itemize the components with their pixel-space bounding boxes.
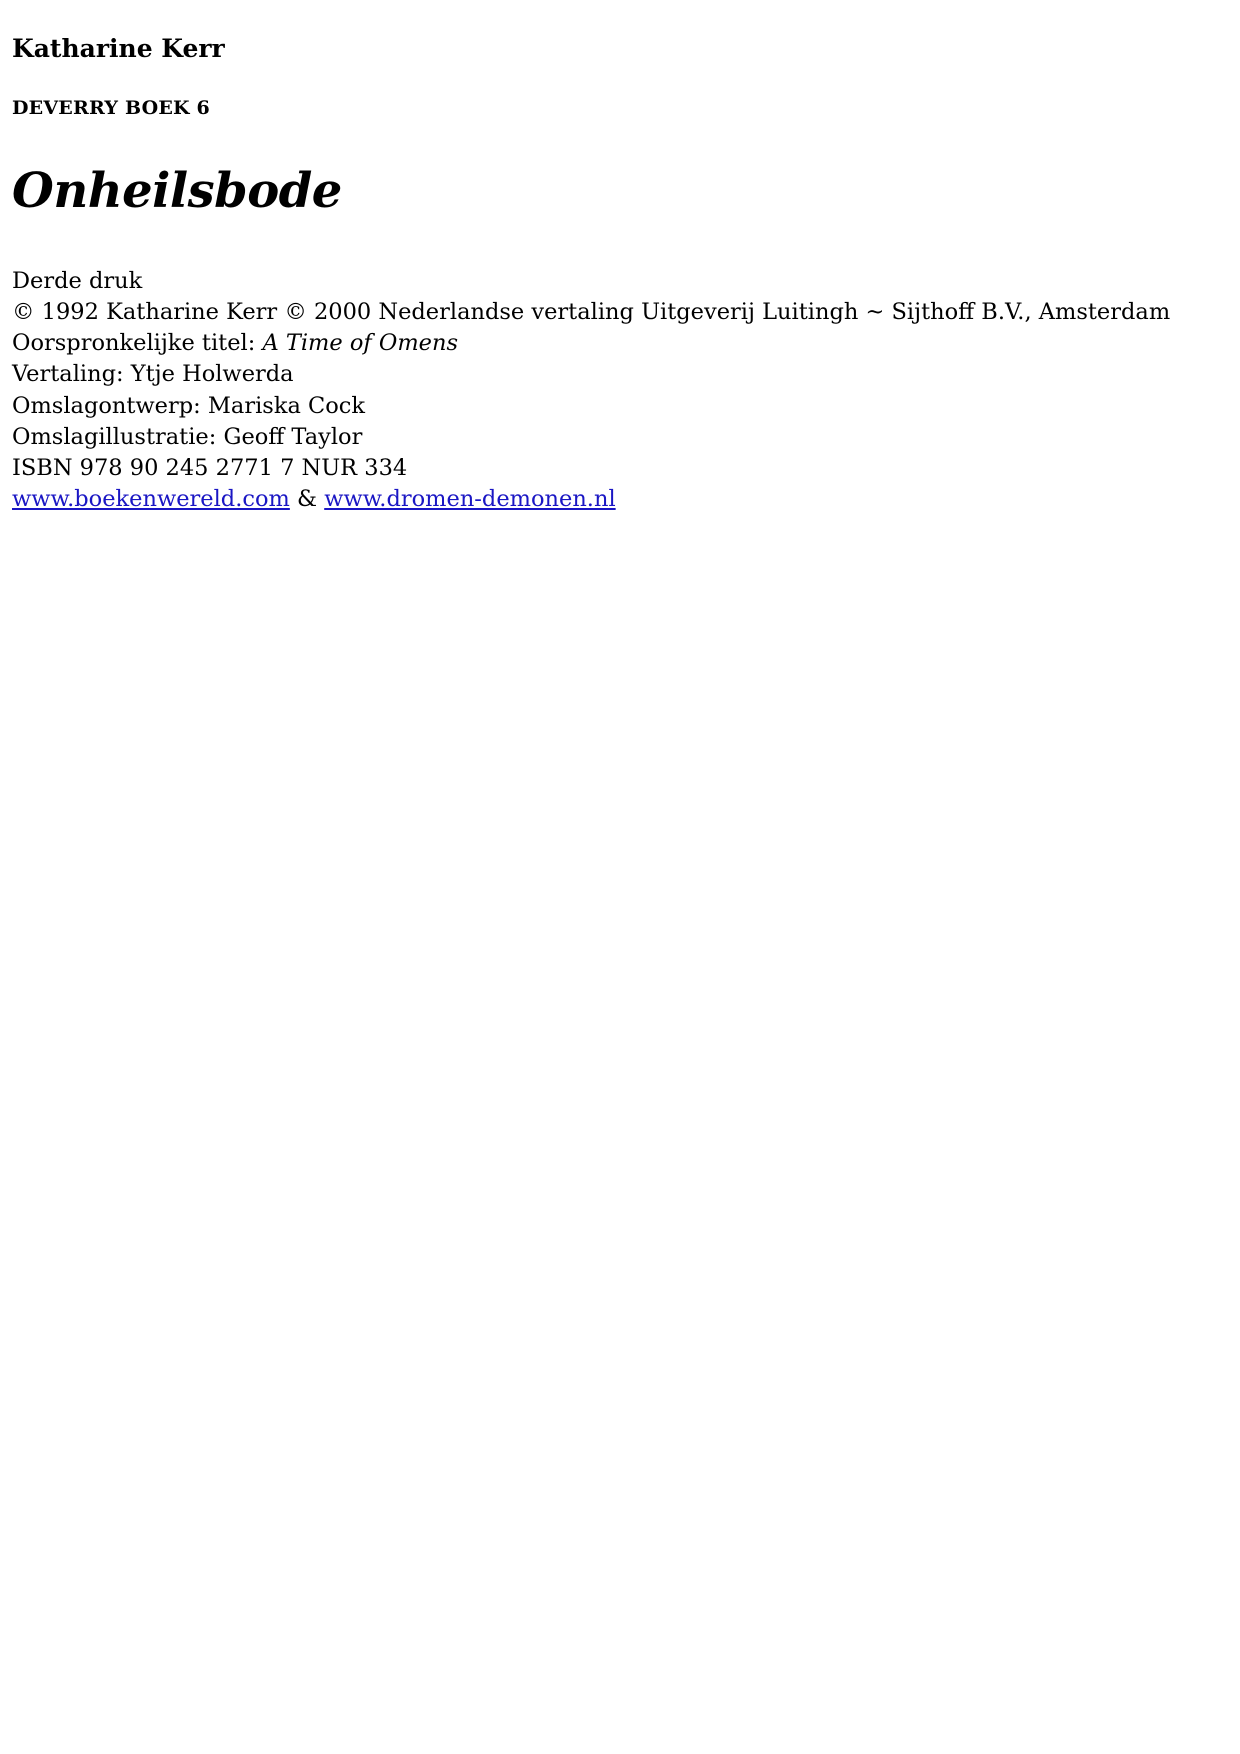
- isbn-line: ISBN 978 90 245 2771 7 NUR 334: [12, 455, 408, 482]
- original-title-line: [12, 328, 1180, 359]
- links-line: [12, 484, 1180, 515]
- cover-illustration-line: Omslagillustratie: Geoff Taylor: [12, 423, 363, 450]
- original-title-label: Oorspronkelijke titel:: [12, 330, 256, 357]
- copyright-line: © 1992 Katharine Kerr © 2000 Nederlandse vertaling Uitgeverij Luitingh ~ Sijthoff B.V., Amsterdam: [12, 298, 1171, 325]
- colophon-block: [12, 266, 1180, 516]
- book-title: Onheilsbode: [12, 162, 342, 219]
- link-boekenwereld[interactable]: www.boekenwereld.com: [12, 486, 290, 513]
- edition-line: Derde druk: [12, 267, 143, 294]
- original-title-value: A Time of Omens: [262, 330, 459, 357]
- cover-design-line: Omslagontwerp: Mariska Cock: [12, 392, 366, 419]
- author-name: Katharine Kerr: [12, 34, 225, 63]
- link-separator: &: [297, 486, 318, 513]
- translation-line: Vertaling: Ytje Holwerda: [12, 361, 294, 388]
- series-label: DEVERRY BOEK 6: [12, 97, 210, 119]
- link-dromen-demonen[interactable]: www.dromen-demonen.nl: [324, 486, 616, 513]
